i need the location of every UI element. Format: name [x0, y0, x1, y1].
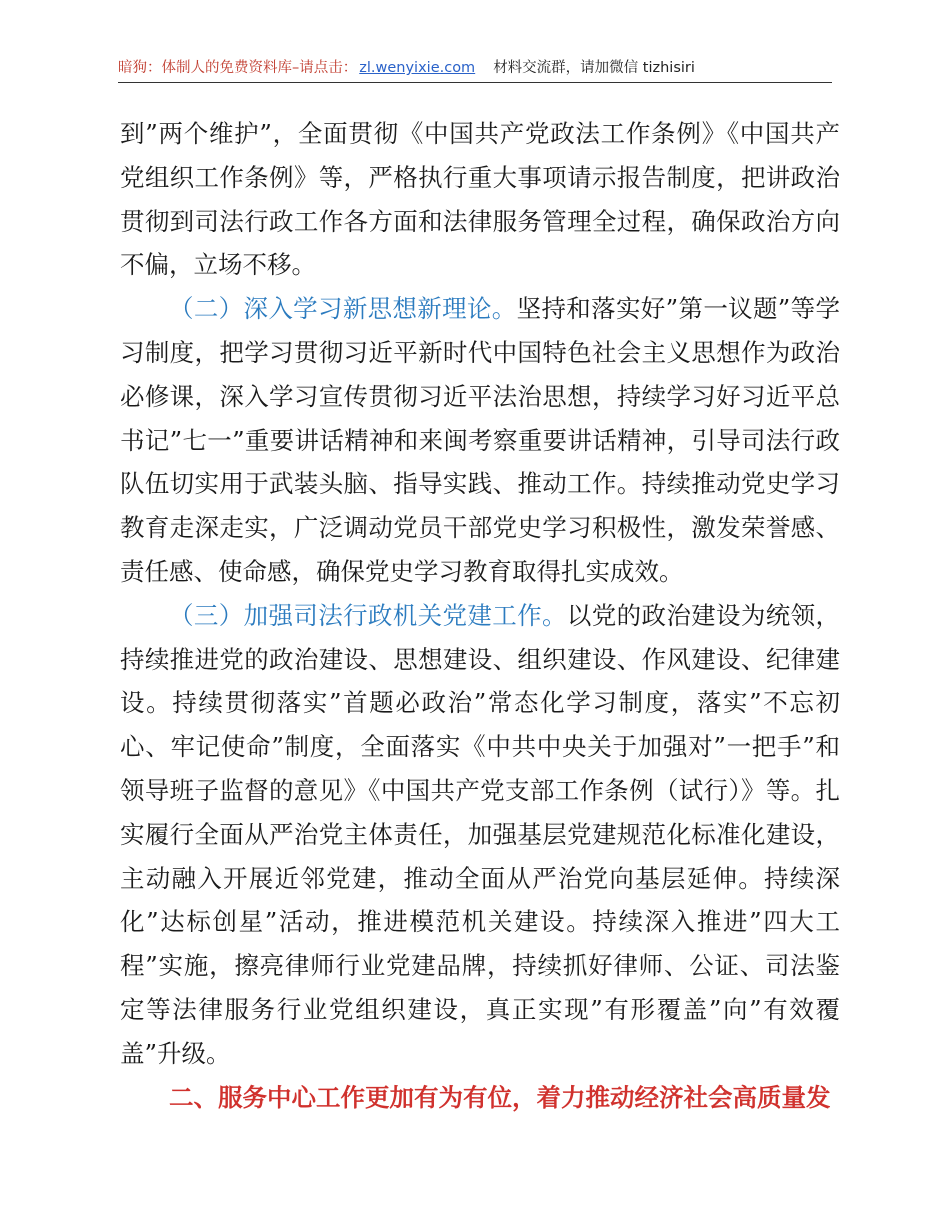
document-body	[120, 112, 840, 1119]
paragraph-3	[120, 594, 840, 1076]
subheading-2: （二）深入学习新思想新理论。	[169, 294, 517, 324]
paragraph-2-body: 坚持和落实好”第一议题”等学习制度，把学习贯彻习近平新时代中国特色社会主义思想作为政治必修课，深入学习宣传贯彻习近平法治思想，持续学习好习近平总书记”七一”重要讲话精神和来闽考察重要讲话精神，引导司法行政队伍切实用于武装头脑、指导实践、推动工作。持续推动党史学习教育走深走实，广泛调动党员干部党史学习积极性，激发荣誉感、责任感、使命感，确保党史学习教育取得扎实成效。	[120, 294, 840, 586]
page-header	[118, 56, 832, 80]
paragraph-2	[120, 287, 840, 594]
header-link[interactable]: zl.wenyixie.com	[359, 60, 476, 76]
header-site-name: 暗狗：体制人的免费资料库	[118, 60, 292, 76]
header-group-info: 材料交流群，请加微信 tizhisiri	[493, 60, 695, 76]
header-divider	[118, 82, 832, 83]
paragraph-1: 到”两个维护”，全面贯彻《中国共产党政法工作条例》《中国共产党组织工作条例》等，严格执行重大事项请示报告制度，把讲政治贯彻到司法行政工作各方面和法律服务管理全过程，确保政治方向不偏，立场不移。	[120, 119, 840, 280]
subheading-3: （三）加强司法行政机关党建工作。	[169, 600, 567, 630]
header-click-hint: –请点击：	[292, 60, 358, 76]
section-heading: 二、服务中心工作更加有为有位，着力推动经济社会高质量发	[169, 1082, 831, 1112]
paragraph-3-body: 以党的政治建设为统领，持续推进党的政治建设、思想建设、组织建设、作风建设、纪律建设。持续贯彻落实”首题必政治”常态化学习制度，落实”不忘初心、牢记使命”制度，全面落实《中共中央关于加强对”一把手”和领导班子监督的意见》《中国共产党支部工作条例（试行）》等。扎实履行全面从严治党主体责任，加强基层党建规范化标准化建设，主动融入开展近邻党建，推动全面从严治党向基层延伸。持续深化”达标创星”活动，推进模范机关建设。持续深入推进”四大工程”实施，擦亮律师行业党建品牌，持续抓好律师、公证、司法鉴定等法律服务行业党组织建设，真正实现”有形覆盖”向”有效覆盖”升级。	[120, 600, 841, 1068]
